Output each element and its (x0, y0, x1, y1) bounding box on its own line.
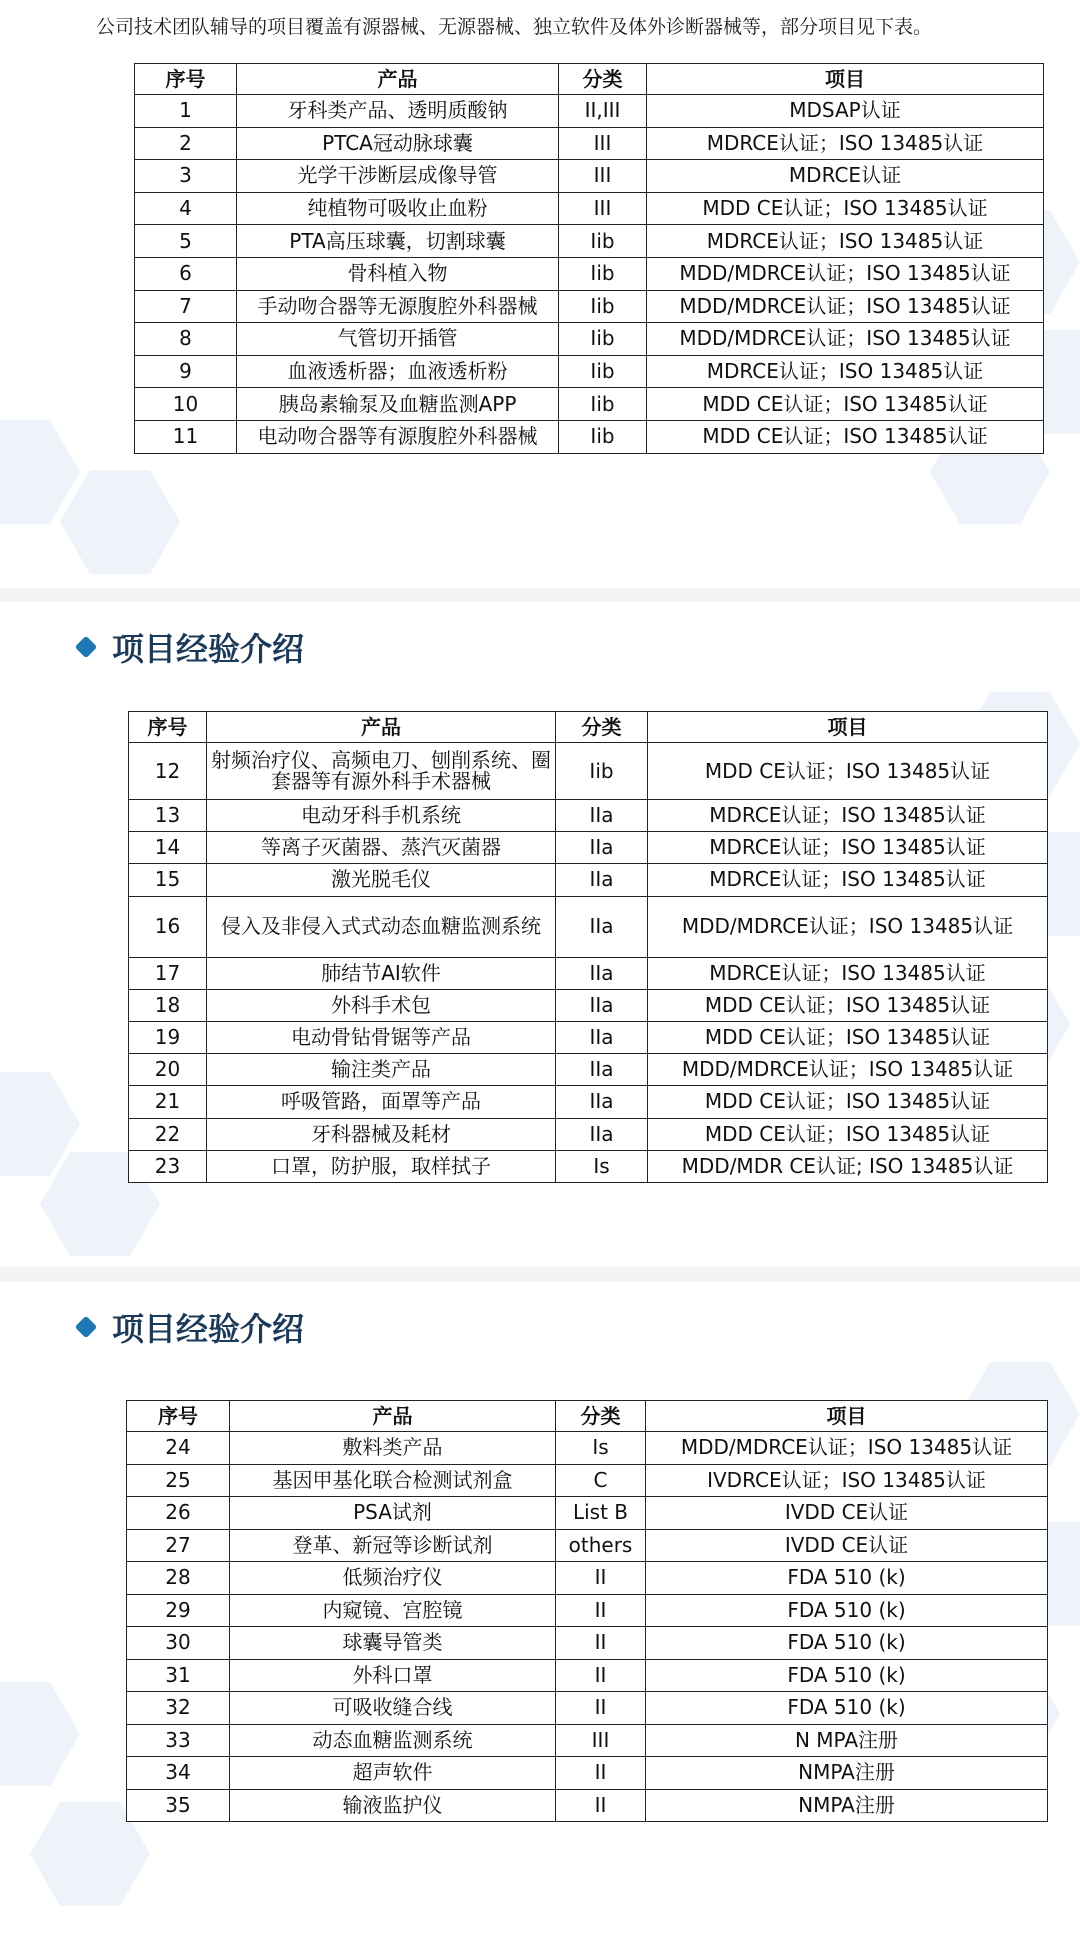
cell-product: 外科手术包 (207, 989, 556, 1021)
cell-project: MDD/MDRCE认证；ISO 13485认证 (646, 1432, 1048, 1465)
table-row (129, 1021, 1048, 1053)
cell-no: 9 (135, 355, 237, 388)
cell-project: IVDD CE认证 (646, 1497, 1048, 1530)
cell-project: MDSAP认证 (647, 95, 1044, 128)
cell-class: Iib (559, 257, 647, 290)
cell-no: 21 (129, 1086, 207, 1118)
cell-no: 3 (135, 160, 237, 193)
cell-project: MDD CE认证；ISO 13485认证 (648, 1118, 1048, 1150)
cell-product: 纯植物可吸收止血粉 (237, 192, 559, 225)
cell-no: 35 (127, 1789, 230, 1822)
table-row (135, 323, 1044, 356)
cell-project: MDRCE认证；ISO 13485认证 (648, 832, 1048, 864)
cell-no: 19 (129, 1021, 207, 1053)
cell-no: 30 (127, 1627, 230, 1660)
cell-class: III (559, 192, 647, 225)
header-no: 序号 (129, 712, 207, 743)
cell-no: 23 (129, 1150, 207, 1182)
cell-project: MDD CE认证；ISO 13485认证 (648, 989, 1048, 1021)
cell-no: 18 (129, 989, 207, 1021)
cell-product: 血液透析器；血液透析粉 (237, 355, 559, 388)
table-row (127, 1497, 1048, 1530)
cell-no: 29 (127, 1594, 230, 1627)
cell-product: 骨科植入物 (237, 257, 559, 290)
cell-product: 登革、新冠等诊断试剂 (230, 1529, 556, 1562)
header-no: 序号 (127, 1401, 230, 1432)
cell-product: 激光脱毛仪 (207, 864, 556, 896)
header-project: 项目 (646, 1401, 1048, 1432)
cell-class: IIa (556, 989, 648, 1021)
cell-no: 31 (127, 1659, 230, 1692)
cell-product: 动态血糖监测系统 (230, 1724, 556, 1757)
table-body (127, 1432, 1048, 1822)
header-product: 产品 (237, 64, 559, 95)
cell-project: MDD/MDR CE认证; ISO 13485认证 (648, 1150, 1048, 1182)
cell-project: N MPA注册 (646, 1724, 1048, 1757)
header-product: 产品 (230, 1401, 556, 1432)
cell-class: II (556, 1627, 646, 1660)
cell-class: II,III (559, 95, 647, 128)
section-heading (78, 1304, 304, 1350)
table-row (135, 225, 1044, 258)
cell-product: 外科口罩 (230, 1659, 556, 1692)
panel-2 (0, 602, 1080, 1267)
cell-product: 内窥镜、宫腔镜 (230, 1594, 556, 1627)
cell-no: 16 (129, 896, 207, 957)
cell-product: 胰岛素输泵及血糖监测APP (237, 388, 559, 421)
cell-project: MDD/MDRCE认证；ISO 13485认证 (647, 290, 1044, 323)
table-row (129, 864, 1048, 896)
cell-project: MDD/MDRCE认证；ISO 13485认证 (647, 257, 1044, 290)
cell-no: 7 (135, 290, 237, 323)
cell-project: MDRCE认证；ISO 13485认证 (648, 864, 1048, 896)
cell-class: Iib (559, 323, 647, 356)
table-row (129, 1054, 1048, 1086)
cell-class: Iib (559, 420, 647, 453)
cell-class: List B (556, 1497, 646, 1530)
table-row (127, 1627, 1048, 1660)
cell-product: 等离子灭菌器、蒸汽灭菌器 (207, 832, 556, 864)
cell-class: Is (556, 1150, 648, 1182)
table-row (127, 1789, 1048, 1822)
cell-no: 12 (129, 743, 207, 800)
table-row (129, 989, 1048, 1021)
cell-class: IIa (556, 1054, 648, 1086)
table-row (129, 743, 1048, 800)
cell-project: MDRCE认证；ISO 13485认证 (648, 957, 1048, 989)
table-row (135, 420, 1044, 453)
table-row (135, 160, 1044, 193)
diamond-bullet-icon (75, 1316, 98, 1339)
cell-product: 基因甲基化联合检测试剂盒 (230, 1464, 556, 1497)
cell-no: 25 (127, 1464, 230, 1497)
project-table-3 (126, 1400, 1048, 1822)
cell-product: 侵入及非侵入式式动态血糖监测系统 (207, 896, 556, 957)
header-project: 项目 (648, 712, 1048, 743)
cell-no: 24 (127, 1432, 230, 1465)
project-table-1 (134, 63, 1044, 454)
cell-project: MDD CE认证；ISO 13485认证 (648, 1021, 1048, 1053)
table-row (127, 1594, 1048, 1627)
header-class: 分类 (556, 1401, 646, 1432)
cell-project: IVDRCE认证；ISO 13485认证 (646, 1464, 1048, 1497)
table-row (129, 1086, 1048, 1118)
cell-no: 1 (135, 95, 237, 128)
cell-product: 气管切开插管 (237, 323, 559, 356)
cell-product: 输液监护仪 (230, 1789, 556, 1822)
table-row (135, 290, 1044, 323)
cell-product: 输注类产品 (207, 1054, 556, 1086)
hexagon-decoration (0, 1682, 80, 1786)
cell-project: MDRCE认证 (647, 160, 1044, 193)
cell-project: IVDD CE认证 (646, 1529, 1048, 1562)
cell-class: III (559, 160, 647, 193)
cell-class: Iib (559, 388, 647, 421)
cell-class: Iib (559, 290, 647, 323)
table-row (135, 95, 1044, 128)
cell-project: MDRCE认证；ISO 13485认证 (647, 355, 1044, 388)
cell-class: IIa (556, 957, 648, 989)
cell-product: 牙科类产品、透明质酸钠 (237, 95, 559, 128)
cell-product: 呼吸管路，面罩等产品 (207, 1086, 556, 1118)
table-body (129, 743, 1048, 1183)
cell-project: MDD CE认证；ISO 13485认证 (648, 743, 1048, 800)
table-row (135, 127, 1044, 160)
table-row (135, 355, 1044, 388)
cell-class: Iib (556, 743, 648, 800)
cell-no: 8 (135, 323, 237, 356)
cell-class: IIa (556, 1086, 648, 1118)
project-table-2 (128, 711, 1048, 1183)
cell-product: PTA高压球囊，切割球囊 (237, 225, 559, 258)
cell-class: others (556, 1529, 646, 1562)
cell-project: MDRCE认证；ISO 13485认证 (647, 225, 1044, 258)
cell-no: 22 (129, 1118, 207, 1150)
cell-no: 32 (127, 1692, 230, 1725)
cell-project: MDD/MDRCE认证；ISO 13485认证 (647, 323, 1044, 356)
table-row (127, 1659, 1048, 1692)
header-class: 分类 (556, 712, 648, 743)
cell-class: III (556, 1724, 646, 1757)
cell-class: IIa (556, 1021, 648, 1053)
table-row (127, 1757, 1048, 1790)
cell-project: FDA 510 (k) (646, 1692, 1048, 1725)
cell-no: 10 (135, 388, 237, 421)
header-project: 项目 (647, 64, 1044, 95)
cell-product: 射频治疗仪、高频电刀、刨削系统、圈套器等有源外科手术器械 (207, 743, 556, 800)
cell-no: 11 (135, 420, 237, 453)
table-row (135, 257, 1044, 290)
cell-project: MDD CE认证；ISO 13485认证 (647, 420, 1044, 453)
cell-project: MDD CE认证；ISO 13485认证 (647, 388, 1044, 421)
cell-product: 电动吻合器等有源腹腔外科器械 (237, 420, 559, 453)
cell-class: IIa (556, 864, 648, 896)
cell-class: II (556, 1659, 646, 1692)
cell-no: 13 (129, 800, 207, 832)
cell-class: II (556, 1562, 646, 1595)
cell-class: Is (556, 1432, 646, 1465)
diamond-bullet-icon (75, 636, 98, 659)
cell-product: 超声软件 (230, 1757, 556, 1790)
header-no: 序号 (135, 64, 237, 95)
cell-product: 牙科器械及耗材 (207, 1118, 556, 1150)
cell-project: MDRCE认证；ISO 13485认证 (648, 800, 1048, 832)
table-row (135, 192, 1044, 225)
table-row (127, 1692, 1048, 1725)
cell-class: II (556, 1757, 646, 1790)
cell-no: 33 (127, 1724, 230, 1757)
cell-class: Iib (559, 225, 647, 258)
cell-no: 27 (127, 1529, 230, 1562)
table-row (129, 896, 1048, 957)
table-row (129, 1150, 1048, 1182)
cell-project: MDD/MDRCE认证；ISO 13485认证 (648, 896, 1048, 957)
cell-project: FDA 510 (k) (646, 1627, 1048, 1660)
cell-product: PSA试剂 (230, 1497, 556, 1530)
cell-project: NMPA注册 (646, 1757, 1048, 1790)
cell-class: C (556, 1464, 646, 1497)
cell-no: 28 (127, 1562, 230, 1595)
table-row (129, 1118, 1048, 1150)
cell-product: 手动吻合器等无源腹腔外科器械 (237, 290, 559, 323)
cell-product: 可吸收缝合线 (230, 1692, 556, 1725)
cell-class: II (556, 1692, 646, 1725)
table-row (129, 957, 1048, 989)
intro-text: 公司技术团队辅导的项目覆盖有源器械、无源器械、独立软件及体外诊断器械等，部分项目见下表。 (96, 16, 933, 38)
cell-no: 15 (129, 864, 207, 896)
cell-product: 敷料类产品 (230, 1432, 556, 1465)
cell-project: MDD CE认证；ISO 13485认证 (647, 192, 1044, 225)
cell-project: FDA 510 (k) (646, 1562, 1048, 1595)
cell-product: 电动骨钻骨锯等产品 (207, 1021, 556, 1053)
cell-no: 2 (135, 127, 237, 160)
cell-class: III (559, 127, 647, 160)
table-row (135, 388, 1044, 421)
cell-product: 球囊导管类 (230, 1627, 556, 1660)
table-row (127, 1464, 1048, 1497)
cell-no: 17 (129, 957, 207, 989)
header-class: 分类 (559, 64, 647, 95)
cell-class: Iib (559, 355, 647, 388)
cell-product: 口罩，防护服，取样拭子 (207, 1150, 556, 1182)
cell-no: 4 (135, 192, 237, 225)
table-row (127, 1562, 1048, 1595)
cell-no: 6 (135, 257, 237, 290)
section-title: 项目经验介绍 (112, 1310, 305, 1348)
cell-no: 5 (135, 225, 237, 258)
cell-class: IIa (556, 800, 648, 832)
panel-3 (0, 1282, 1080, 1938)
cell-no: 14 (129, 832, 207, 864)
cell-class: IIa (556, 1118, 648, 1150)
cell-no: 20 (129, 1054, 207, 1086)
hexagon-decoration (60, 470, 180, 574)
cell-no: 26 (127, 1497, 230, 1530)
table-row (129, 832, 1048, 864)
cell-product: 电动牙科手机系统 (207, 800, 556, 832)
cell-product: PTCA冠动脉球囊 (237, 127, 559, 160)
cell-product: 低频治疗仪 (230, 1562, 556, 1595)
cell-project: FDA 510 (k) (646, 1594, 1048, 1627)
cell-project: FDA 510 (k) (646, 1659, 1048, 1692)
cell-product: 肺结节AI软件 (207, 957, 556, 989)
header-product: 产品 (207, 712, 556, 743)
table-row (127, 1724, 1048, 1757)
cell-project: MDD/MDRCE认证；ISO 13485认证 (648, 1054, 1048, 1086)
section-title: 项目经验介绍 (112, 630, 305, 668)
table-row (129, 800, 1048, 832)
panel-1 (0, 0, 1080, 588)
cell-class: IIa (556, 832, 648, 864)
cell-product: 光学干涉断层成像导管 (237, 160, 559, 193)
cell-project: MDRCE认证；ISO 13485认证 (647, 127, 1044, 160)
table-body (135, 95, 1044, 454)
cell-class: II (556, 1789, 646, 1822)
cell-class: II (556, 1594, 646, 1627)
cell-project: MDD CE认证；ISO 13485认证 (648, 1086, 1048, 1118)
section-heading (78, 624, 304, 670)
table-row (127, 1432, 1048, 1465)
cell-no: 34 (127, 1757, 230, 1790)
cell-class: IIa (556, 896, 648, 957)
table-row (127, 1529, 1048, 1562)
cell-project: NMPA注册 (646, 1789, 1048, 1822)
